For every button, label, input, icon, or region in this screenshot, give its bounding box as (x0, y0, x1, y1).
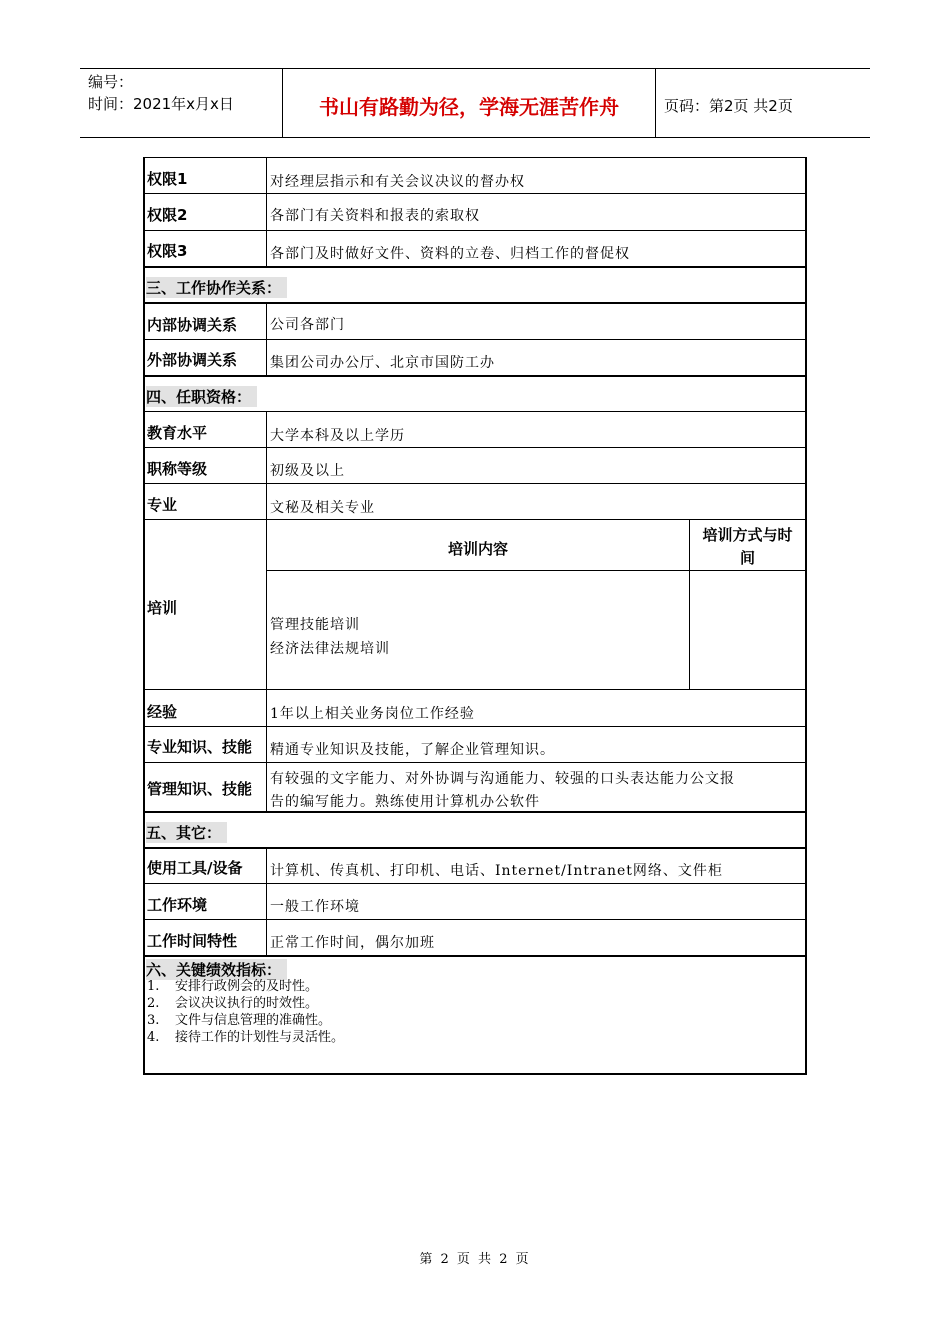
section-title-collaboration: 三、工作协作关系： (146, 277, 287, 298)
collab-value: 公司各部门 (270, 317, 345, 333)
other-label: 工作时间特性 (147, 932, 238, 950)
qualification-label: 经验 (147, 703, 178, 721)
training-items (270, 613, 390, 661)
kpi-number: 4. (147, 1030, 160, 1045)
other-label: 工作环境 (147, 896, 208, 914)
other-label: 使用工具/设备 (147, 859, 243, 877)
other-value: 正常工作时间，偶尔加班 (270, 935, 435, 951)
training-method-header-line: 间 (739, 549, 755, 567)
training-method-header-line: 培训方式与时 (702, 526, 793, 544)
kpi-number: 1. (147, 979, 160, 994)
list-item (147, 978, 344, 995)
kpi-number: 2. (147, 996, 160, 1011)
training-item: 经济法律法规培训 (270, 641, 390, 657)
permission-label: 权限1 (147, 170, 188, 188)
section-title-qualifications: 四、任职资格： (146, 386, 257, 407)
qualification-label: 管理知识、技能 (147, 780, 253, 798)
page-footer: 第 2 页 共 2 页 (419, 1252, 531, 1267)
header-motto: 书山有路勤为径，学海无涯苦作舟 (282, 69, 656, 137)
qualification-label: 专业知识、技能 (147, 738, 253, 756)
qualification-value (270, 768, 735, 814)
section-title-other: 五、其它： (146, 822, 227, 843)
qualification-value: 精通专业知识及技能，了解企业管理知识。 (270, 742, 555, 758)
kpi-text: 接待工作的计划性与灵活性。 (175, 1030, 345, 1045)
other-value: 一般工作环境 (270, 899, 360, 915)
qualification-value: 文秘及相关专业 (270, 500, 375, 516)
qualification-value: 初级及以上 (270, 463, 345, 479)
list-item (147, 1029, 344, 1046)
kpi-text: 文件与信息管理的准确性。 (175, 1013, 332, 1028)
qualification-label: 专业 (147, 496, 178, 514)
other-value: 计算机、传真机、打印机、电话、Internet/Intranet网络、文件柜 (270, 863, 723, 879)
list-item (147, 995, 344, 1012)
qualification-label: 职称等级 (147, 460, 208, 478)
qualification-label: 教育水平 (147, 424, 208, 442)
document-number-label: 编号： (88, 73, 134, 91)
section-title-kpi: 六、关键绩效指标： (146, 959, 287, 980)
training-content-header: 培训内容 (447, 540, 508, 558)
collab-label: 外部协调关系 (147, 351, 238, 369)
header-meta (80, 69, 282, 137)
training-label: 培训 (147, 599, 178, 617)
collab-label: 内部协调关系 (147, 316, 238, 334)
job-description-table (143, 157, 807, 1075)
training-method-header (690, 524, 805, 570)
kpi-list (147, 978, 344, 1046)
qualification-value-line: 有较强的文字能力、对外协调与沟通能力、较强的口头表达能力公文报 (270, 771, 735, 787)
kpi-text: 会议决议执行的时效性。 (175, 996, 319, 1011)
permission-label: 权限3 (147, 242, 188, 260)
permission-value: 对经理层指示和有关会议决议的督办权 (270, 174, 525, 190)
document-date-label: 时间：2021年x月x日 (88, 95, 234, 113)
permission-value: 各部门及时做好文件、资料的立卷、归档工作的督促权 (270, 246, 630, 262)
kpi-number: 3. (147, 1013, 160, 1028)
list-item (147, 1012, 344, 1029)
collab-value: 集团公司办公厅、北京市国防工办 (270, 355, 495, 371)
qualification-value: 大学本科及以上学历 (270, 428, 405, 444)
training-item: 管理技能培训 (270, 617, 360, 633)
page-header (80, 68, 870, 138)
qualification-value: 1年以上相关业务岗位工作经验 (270, 706, 475, 722)
permission-label: 权限2 (147, 206, 188, 224)
permission-value: 各部门有关资料和报表的索取权 (270, 208, 480, 224)
header-page-info: 页码：第2页 共2页 (664, 96, 793, 115)
kpi-text: 安排行政例会的及时性。 (175, 979, 319, 994)
qualification-value-line: 告的编写能力。熟练使用计算机办公软件 (270, 794, 540, 810)
